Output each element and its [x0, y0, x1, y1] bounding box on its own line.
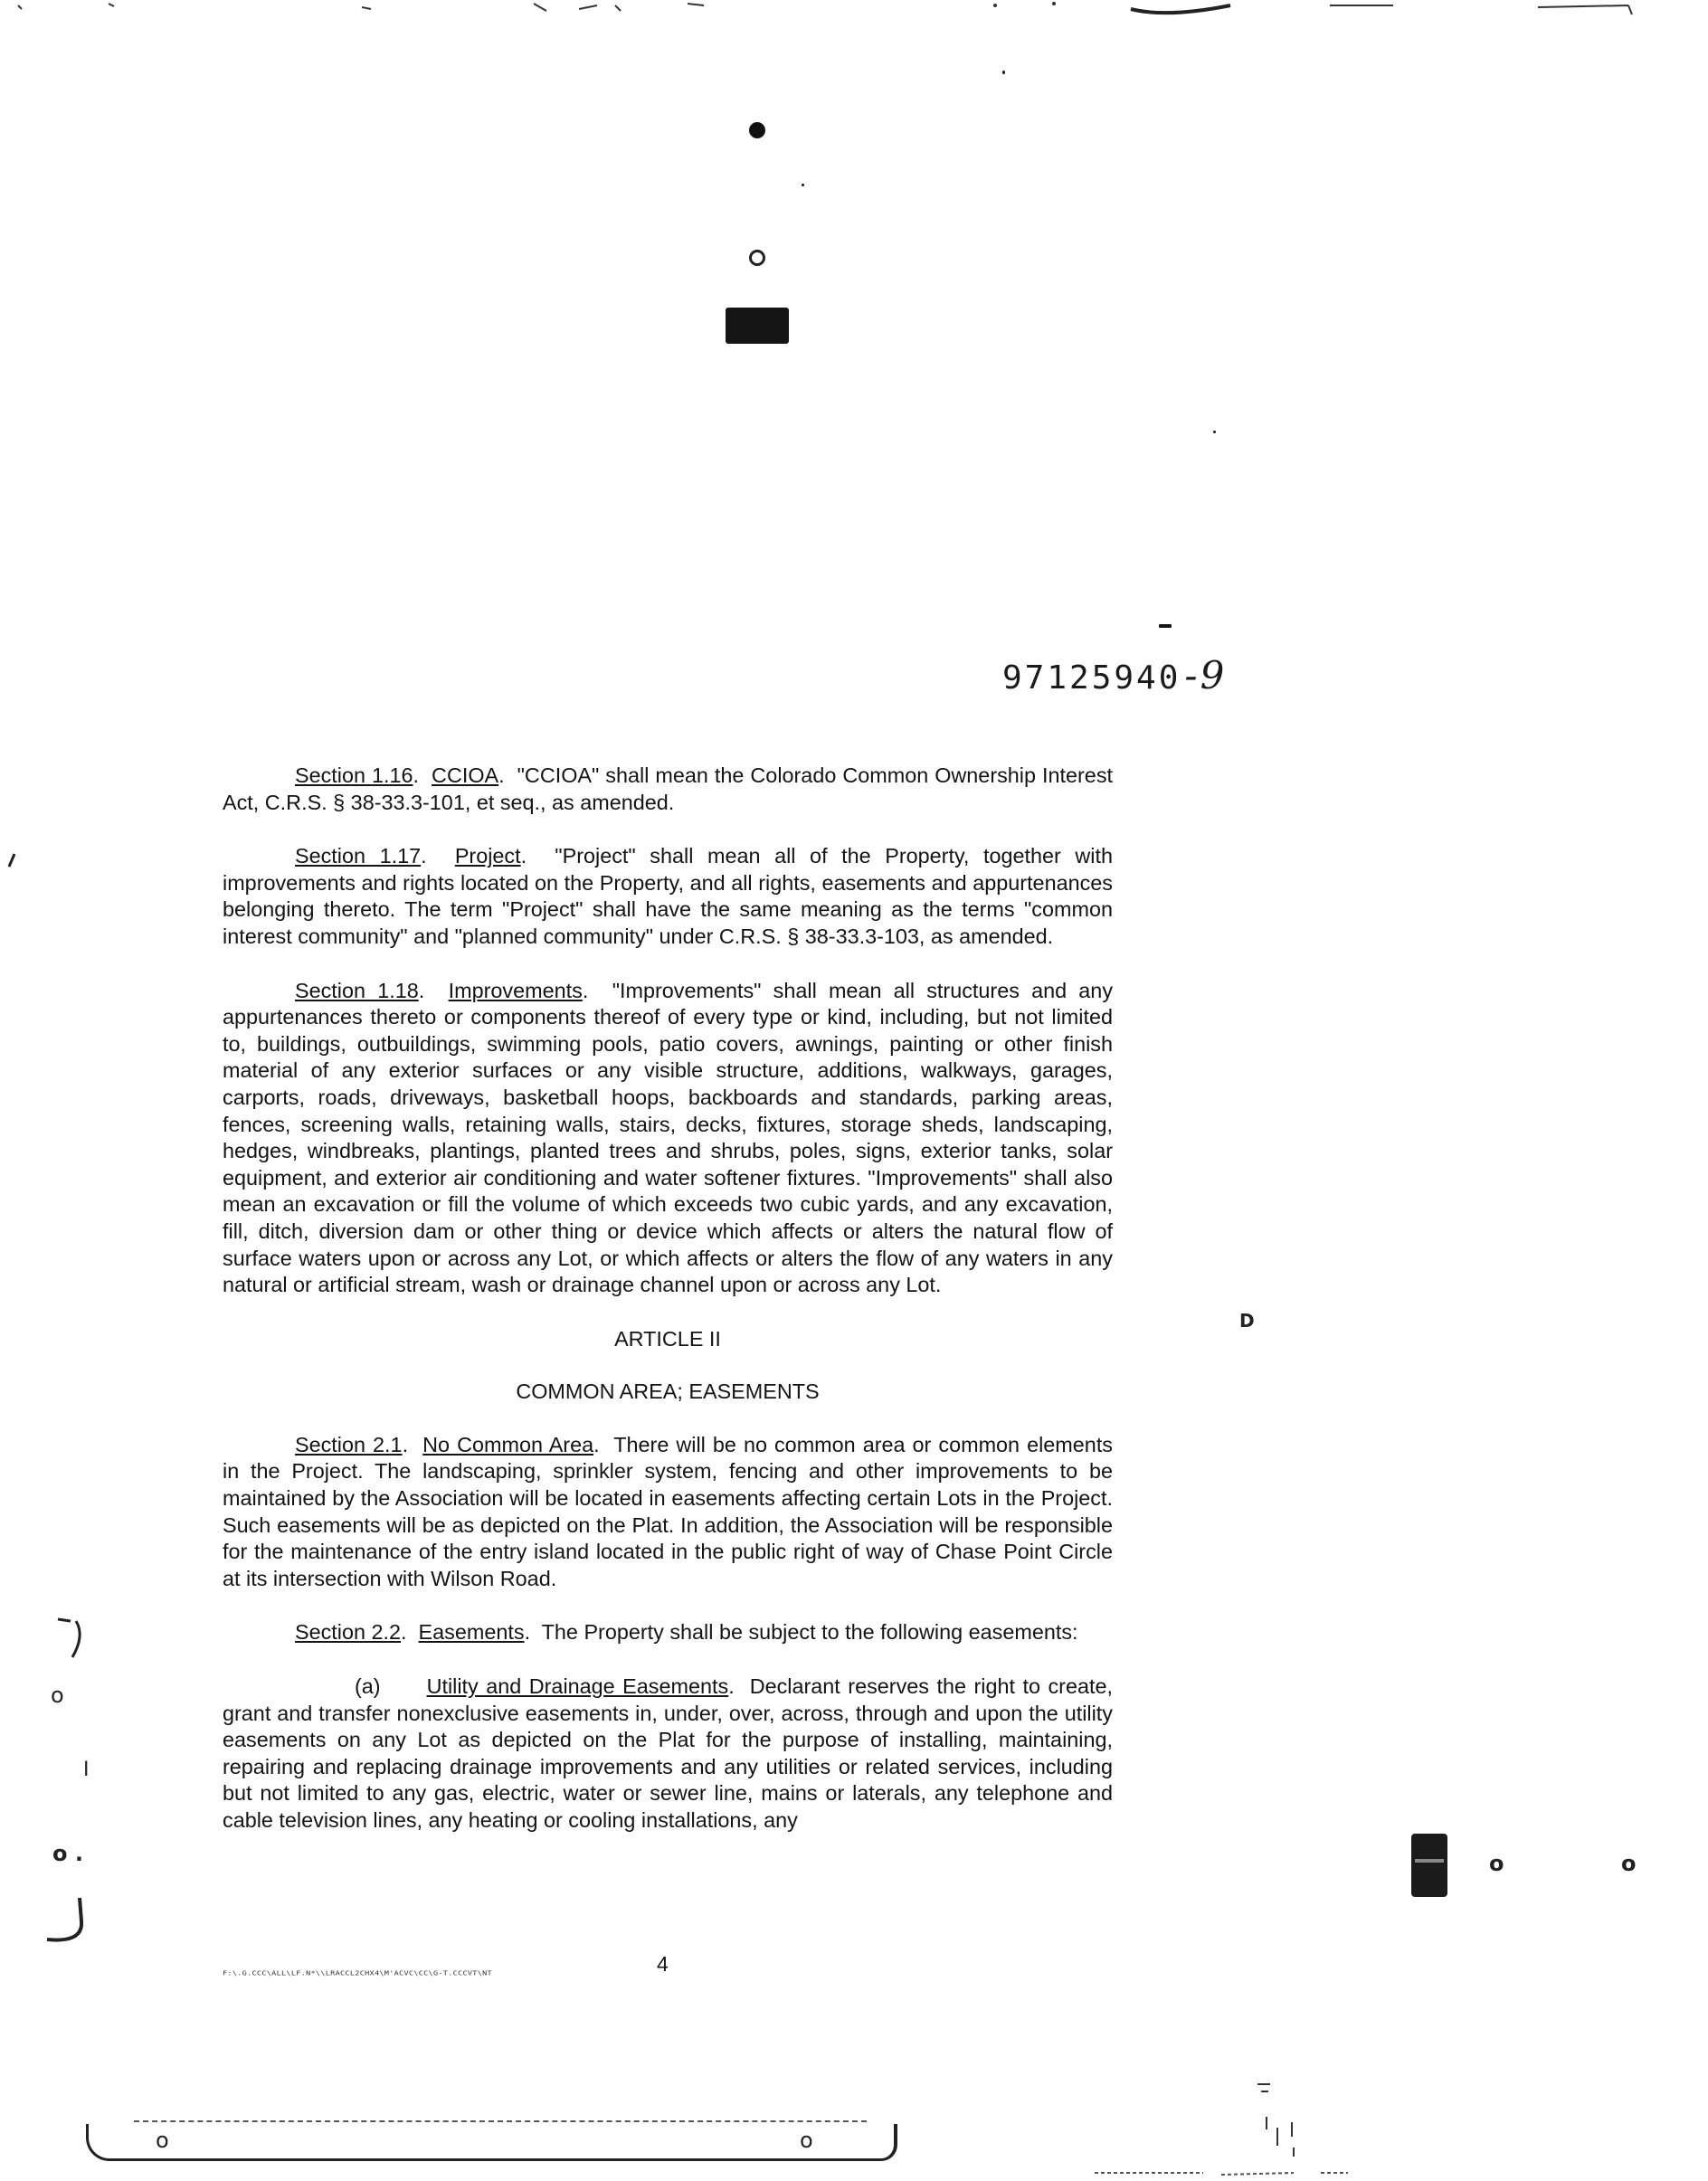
- margin-letter-o: o: [1621, 1851, 1637, 1876]
- margin-bracket-mark: [54, 1616, 90, 1661]
- section-label: Section 1.16: [295, 763, 413, 787]
- section-text: "Improvements" shall mean all structures and any appurtenances thereto or components thereof of every type or kind, including, but not limited to, buildings, outbuildings, swimming pools, patio covers, awnings, painting or other finish material of any exterior surfaces or any visible structure, additions, walkways, garages, carports, roads, driveways, basketball hoops, backboards and standards, parking areas, fences, screening walls, retaining walls, stairs, decks, fixtures, storage sheds, landscaping, hedges, windbreaks, plantings, planted trees and shrubs, poles, signs, exterior tanks, solar equipment, and exterior air conditioning and water softener fixtures. "Improvements" shall also mean an excavation or fill the volume of which exceeds two cubic yards, and any excavation, fill, ditch, diversion dam or other thing or device which affects or alters the natural flow of surface waters upon or across any Lot, or which affects or alters the flow of any waters in any natural or artificial stream, wash or drainage channel upon or across any Lot.: [223, 978, 1114, 1297]
- margin-letter-o: o: [1489, 1851, 1504, 1876]
- punch-hole-dot: [749, 122, 765, 138]
- section-title: Project: [454, 844, 521, 868]
- speck: [1213, 431, 1216, 433]
- margin-letter-b: D: [1239, 1310, 1255, 1332]
- document-body: [223, 763, 1113, 1862]
- document-number: [1002, 653, 1227, 697]
- speck: [1002, 71, 1005, 74]
- article-heading: ARTICLE II: [614, 1326, 721, 1351]
- margin-speckles: [1239, 2077, 1348, 2176]
- margin-letter-o: o: [51, 1683, 64, 1708]
- subsection-text: Declarant reserves the right to create, grant and transfer nonexclusive easements in, under, over, across, through and upon the utility easements on any Lot as depicted on the Plat for the purpose of installing, maintaining, repairing and replacing drainage improvements and any utilities or related services, including but not limited to any gas, electric, water or sewer line, mains or laterals, any telephone and cable television lines, any heating or cooling installations, any: [223, 1674, 1113, 1832]
- section-2-2-a: (a) Utility and Drainage Easements. Declarant reserves the right to create, grant and transfer nonexclusive easements in, under, over, across, through and upon the utility easements on any Lot as depicted on the Plat for the purpose of installing, maintaining, repairing and replacing drainage improvements and any utilities or related services, including but not limited to any gas, electric, water or sewer line, mains or laterals, any telephone and cable television lines, any heating or cooling installations, any: [223, 1674, 1113, 1832]
- section-1-17: Section 1.17. Project. "Project" shall mean all of the Property, together with improvements and rights located on the Property, and all rights, easements and appurtenances belonging thereto. The term "Project" shall have the same meaning as the terms "common interest community" and "planned community" under C.R.S. § 38-33.3-103, as amended.: [223, 844, 1114, 948]
- section-title: Easements: [418, 1620, 525, 1645]
- section-label: Section 1.17: [295, 844, 422, 868]
- bottom-letter-o: o: [156, 2128, 169, 2153]
- scan-black-block: [726, 308, 789, 344]
- section-label: Section 2.2: [295, 1620, 402, 1645]
- section-title: No Common Area: [422, 1432, 594, 1456]
- page-number: 4: [657, 1952, 669, 1976]
- section-text: "Project" shall mean all of the Property, together with improvements and rights located on the Property, and all rights, easements and appurtenances belonging thereto. The term "Project" shall have the same meaning as the terms "common interest community" and "planned community" under C.R.S. § 38-33.3-103, as amended.: [223, 844, 1114, 948]
- margin-tick-mark: [5, 852, 18, 868]
- margin-bar-mark: I: [83, 1759, 90, 1781]
- speck: [802, 184, 804, 186]
- scan-noise-top: [0, 0, 1708, 22]
- margin-letter-o-dot: o .: [52, 1841, 83, 1866]
- section-text: The Property shall be subject to the following easements:: [541, 1620, 1078, 1645]
- speck: [1159, 624, 1172, 628]
- section-1-18: Section 1.18. Improvements. "Improvements" shall mean all structures and any appurtenances thereto or components thereof of every type or kind, including, but not limited to, buildings, outbuildings, swimming pools, patio covers, awnings, painting or other finish material of any exterior surfaces or any visible structure, additions, walkways, garages, carports, roads, driveways, basketball hoops, backboards and standards, parking areas, fences, screening walls, retaining walls, stairs, decks, fixtures, storage sheds, landscaping, hedges, windbreaks, plantings, planted trees and shrubs, poles, signs, exterior tanks, solar equipment, and exterior air conditioning and water softener fixtures. "Improvements" shall also mean an excavation or fill the volume of which exceeds two cubic yards, and any excavation, fill, ditch, diversion dam or other thing or device which affects or alters the natural flow of surface waters upon or across any Lot, or which affects or alters the flow of any waters in any natural or artificial stream, wash or drainage channel upon or across any Lot.: [223, 978, 1114, 1297]
- section-2-1: Section 2.1. No Common Area. There will be no common area or common elements in the Project. The landscaping, sprinkler system, fencing and other improvements to be maintained by the Association will be located in easements affecting certain Lots in the Project. Such easements will be as depicted on the Plat. In addition, the Association will be responsible for the maintenance of the entry island located in the public right of way of Chase Point Circle at its intersection with Wilson Road.: [223, 1432, 1114, 1590]
- section-label: Section 2.1: [295, 1432, 403, 1456]
- scan-black-tab: [1411, 1834, 1447, 1897]
- section-text: There will be no common area or common elements in the Project. The landscaping, sprinkler system, fencing and other improvements to be maintained by the Association will be located in easements affecting certain Lots in the Project. Such easements will be as depicted on the Plat. In addition, the Association will be responsible for the maintenance of the entry island located in the public right of way of Chase Point Circle at its intersection with Wilson Road.: [223, 1432, 1114, 1590]
- bottom-letter-o: o: [800, 2128, 813, 2153]
- margin-hook-mark: [40, 1894, 94, 1949]
- section-title: CCIOA: [432, 763, 499, 787]
- document-number-digits: 97125940: [1002, 659, 1181, 697]
- scan-noise-bottom: [1086, 2167, 1538, 2180]
- section-text: "CCIOA" shall mean the Colorado Common Ownership Interest Act, C.R.S. § 38-33.3-101, et seq., as amended.: [223, 763, 1114, 814]
- section-2-2: Section 2.2. Easements. The Property shall be subject to the following easements:: [295, 1620, 1078, 1645]
- document-number-suffix: -9: [1184, 653, 1228, 697]
- section-1-16: Section 1.16. CCIOA. "CCIOA" shall mean the Colorado Common Ownership Interest Act, C.R.S. § 38-33.3-101, et seq., as amended.: [223, 763, 1114, 814]
- scan-bottom-bracket: [86, 2124, 897, 2161]
- subsection-title: Utility and Drainage Easements: [426, 1674, 729, 1699]
- section-title: Improvements: [448, 978, 583, 1002]
- subsection-marker: (a): [355, 1674, 381, 1699]
- footer-file-path: F:\.G.CCC\ALL\LF.N*\\LRACCL2CHX4\M'ACVC\CC\G-T.CCCVT\NT: [223, 1970, 492, 1977]
- section-label: Section 1.18: [295, 978, 419, 1002]
- article-title: COMMON AREA; EASEMENTS: [516, 1380, 820, 1404]
- punch-hole-ring: [749, 250, 765, 266]
- scan-dash-line: [134, 2120, 867, 2122]
